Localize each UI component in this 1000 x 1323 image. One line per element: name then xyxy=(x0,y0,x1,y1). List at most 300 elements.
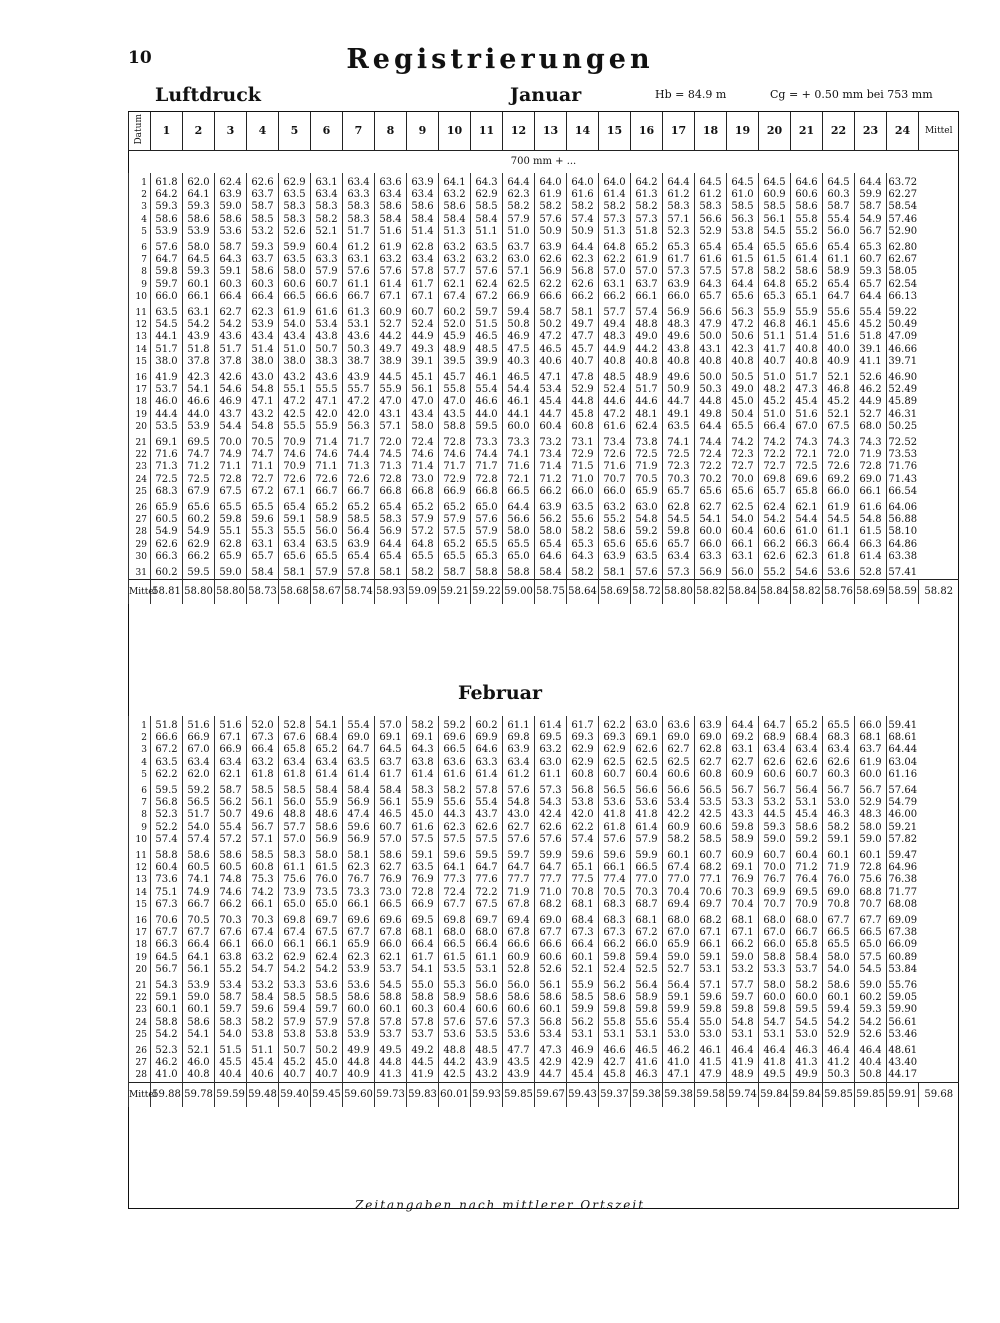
pressure-value: 59.7 xyxy=(727,992,759,1004)
pressure-value: 59.9 xyxy=(631,846,663,862)
pressure-value: 65.1 xyxy=(567,862,599,874)
pressure-value: 72.5 xyxy=(663,449,695,461)
column-header-hour: 3 xyxy=(215,112,247,151)
pressure-value: 63.5 xyxy=(663,421,695,433)
pressure-value: 54.2 xyxy=(151,1029,183,1041)
pressure-value: 54.9 xyxy=(855,214,887,226)
pressure-value: 55.4 xyxy=(823,214,855,226)
pressure-value: 73.3 xyxy=(471,433,503,449)
pressure-value: 67.0 xyxy=(791,421,823,433)
pressure-value: 57.9 xyxy=(631,834,663,846)
mittel-value: 58.73 xyxy=(247,580,279,605)
pressure-value: 59.0 xyxy=(215,201,247,213)
pressure-value: 63.9 xyxy=(599,551,631,563)
pressure-value: 46.0 xyxy=(151,396,183,408)
pressure-value: 49.9 xyxy=(791,1069,823,1082)
pressure-value: 69.5 xyxy=(535,732,567,744)
column-header-mittel: Mittel xyxy=(919,112,959,151)
pressure-value: 69.5 xyxy=(407,911,439,927)
pressure-value: 55.4 xyxy=(343,716,375,732)
pressure-value: 66.0 xyxy=(567,486,599,498)
pressure-value: 66.6 xyxy=(535,939,567,951)
pressure-value: 50.8 xyxy=(855,1069,887,1082)
pressure-value: 53.3 xyxy=(727,797,759,809)
pressure-value: 58.6 xyxy=(183,1017,215,1029)
pressure-value: 54.5 xyxy=(151,319,183,331)
pressure-value: 59.7 xyxy=(151,279,183,291)
pressure-value: 55.9 xyxy=(311,797,343,809)
pressure-value: 52.1 xyxy=(567,964,599,976)
pressure-value: 56.6 xyxy=(695,303,727,319)
pressure-value: 58.3 xyxy=(311,201,343,213)
pressure-value: 47.1 xyxy=(535,368,567,384)
pressure-value: 56.5 xyxy=(695,781,727,797)
day-number: 31 xyxy=(129,563,151,580)
pressure-value: 59.8 xyxy=(215,514,247,526)
pressure-value: 58.05 xyxy=(888,266,918,278)
pressure-value: 57.8 xyxy=(407,1017,439,1029)
pressure-value: 65.5 xyxy=(215,498,247,514)
pressure-value: 62.6 xyxy=(151,539,183,551)
pressure-value: 45.2 xyxy=(759,396,791,408)
pressure-value: 47.0 xyxy=(407,396,439,408)
pressure-value: 68.0 xyxy=(855,421,887,433)
pressure-value: 73.5 xyxy=(311,887,343,899)
pressure-value: 51.6 xyxy=(215,716,247,732)
table-row xyxy=(129,797,959,809)
pressure-value: 63.2 xyxy=(535,744,567,756)
pressure-value: 46.6 xyxy=(599,1041,631,1057)
day-number: 18 xyxy=(129,939,151,951)
pressure-value: 74.4 xyxy=(695,433,727,449)
pressure-value: 41.9 xyxy=(151,368,183,384)
pressure-value: 50.25 xyxy=(888,420,918,432)
pressure-value: 64.5 xyxy=(151,952,183,964)
pressure-value: 58.4 xyxy=(375,214,407,226)
pressure-value: 55.0 xyxy=(695,1017,727,1029)
pressure-value: 61.1 xyxy=(343,279,375,291)
pressure-value: 57.8 xyxy=(343,1017,375,1029)
pressure-value: 66.09 xyxy=(888,939,918,951)
pressure-value: 58.9 xyxy=(631,992,663,1004)
pressure-value: 71.7 xyxy=(471,461,503,473)
mittel-value: 59.45 xyxy=(311,1082,343,1107)
pressure-value: 54.9 xyxy=(151,526,183,538)
table-row xyxy=(129,474,959,486)
pressure-value: 44.1 xyxy=(151,331,183,343)
pressure-value: 57.64 xyxy=(887,781,919,797)
pressure-value: 61.4 xyxy=(631,822,663,834)
pressure-value: 47.09 xyxy=(888,331,918,343)
pressure-value: 64.4 xyxy=(855,173,887,189)
pressure-value: 67.6 xyxy=(215,927,247,939)
pressure-value: 63.2 xyxy=(247,952,279,964)
pressure-value: 72.7 xyxy=(727,461,759,473)
pressure-value: 54.6 xyxy=(215,384,247,396)
pressure-value: 56.0 xyxy=(279,797,311,809)
day-number: 4 xyxy=(129,214,151,226)
pressure-value: 60.8 xyxy=(567,421,599,433)
pressure-value: 58.2 xyxy=(407,563,439,580)
table-row xyxy=(129,874,959,886)
pressure-value: 61.6 xyxy=(695,254,727,266)
pressure-value: 56.2 xyxy=(567,1017,599,1029)
pressure-value: 63.4 xyxy=(503,757,535,769)
pressure-value: 59.1 xyxy=(279,514,311,526)
pressure-value: 63.4 xyxy=(311,189,343,201)
pressure-value: 47.1 xyxy=(311,396,343,408)
pressure-value: 65.7 xyxy=(695,291,727,303)
pressure-value: 58.3 xyxy=(375,514,407,526)
pressure-value: 60.1 xyxy=(855,846,887,862)
pressure-value: 55.6 xyxy=(631,1017,663,1029)
mittel-value: 58.69 xyxy=(855,580,887,605)
pressure-value: 65.3 xyxy=(663,238,695,254)
pressure-value: 43.40 xyxy=(888,1057,918,1069)
pressure-value: 69.1 xyxy=(407,732,439,744)
pressure-value: 55.76 xyxy=(887,976,919,992)
pressure-value: 61.1 xyxy=(279,862,311,874)
pressure-value: 57.9 xyxy=(311,1017,343,1029)
pressure-value: 51.1 xyxy=(247,1041,279,1057)
pressure-value: 66.3 xyxy=(855,539,887,551)
pressure-value: 44.8 xyxy=(695,396,727,408)
day-number: 3 xyxy=(129,744,151,756)
pressure-value: 64.4 xyxy=(503,498,535,514)
day-number: 18 xyxy=(129,396,151,408)
table-row xyxy=(129,303,959,319)
pressure-value: 54.5 xyxy=(791,1017,823,1029)
column-header-hour: 22 xyxy=(823,112,855,151)
pressure-value: 57.1 xyxy=(375,421,407,433)
pressure-value: 56.4 xyxy=(663,976,695,992)
pressure-value: 51.4 xyxy=(247,344,279,356)
pressure-value: 58.8 xyxy=(759,952,791,964)
pressure-value: 59.6 xyxy=(695,992,727,1004)
day-number: 19 xyxy=(129,409,151,421)
pressure-value: 68.1 xyxy=(631,911,663,927)
pressure-value: 42.3 xyxy=(727,344,759,356)
pressure-value: 54.4 xyxy=(791,514,823,526)
pressure-value: 63.1 xyxy=(727,744,759,756)
pressure-value: 69.2 xyxy=(823,474,855,486)
table-row xyxy=(129,551,959,563)
pressure-value: 52.6 xyxy=(535,964,567,976)
pressure-value: 63.5 xyxy=(567,498,599,514)
pressure-value: 57.7 xyxy=(727,976,759,992)
pressure-value: 55.6 xyxy=(439,797,471,809)
pressure-value: 58.7 xyxy=(535,303,567,319)
pressure-value: 58.0 xyxy=(183,238,215,254)
pressure-value: 67.7 xyxy=(439,899,471,911)
pressure-value: 62.0 xyxy=(183,769,215,781)
column-header-datum xyxy=(129,112,151,151)
pressure-value: 40.4 xyxy=(215,1069,247,1082)
pressure-value: 66.3 xyxy=(151,939,183,951)
pressure-value: 56.4 xyxy=(631,976,663,992)
pressure-value: 55.4 xyxy=(471,797,503,809)
table-row xyxy=(129,498,959,514)
pressure-value: 66.5 xyxy=(823,927,855,939)
pressure-value: 65.1 xyxy=(791,291,823,303)
pressure-value: 62.9 xyxy=(183,539,215,551)
pressure-value: 57.4 xyxy=(567,834,599,846)
pressure-value: 68.1 xyxy=(727,911,759,927)
pressure-value: 64.0 xyxy=(567,173,599,189)
pressure-value: 57.3 xyxy=(599,214,631,226)
pressure-value: 64.3 xyxy=(695,279,727,291)
pressure-value: 68.08 xyxy=(888,898,918,910)
day-number: 24 xyxy=(129,474,151,486)
pressure-value: 46.4 xyxy=(727,1041,759,1057)
pressure-value: 67.1 xyxy=(375,291,407,303)
pressure-value: 62.3 xyxy=(503,189,535,201)
pressure-value: 60.4 xyxy=(439,1004,471,1016)
pressure-value: 63.4 xyxy=(279,539,311,551)
pressure-value: 60.6 xyxy=(695,822,727,834)
table-row xyxy=(129,952,959,964)
pressure-value: 50.6 xyxy=(727,331,759,343)
pressure-value: 59.6 xyxy=(343,822,375,834)
pressure-value: 41.8 xyxy=(759,1057,791,1069)
pressure-value: 65.6 xyxy=(631,539,663,551)
pressure-value: 71.6 xyxy=(151,449,183,461)
pressure-value: 76.38 xyxy=(888,874,918,886)
pressure-value: 71.43 xyxy=(888,473,918,485)
pressure-value: 59.6 xyxy=(439,846,471,862)
pressure-value: 68.61 xyxy=(888,732,918,744)
pressure-value: 69.1 xyxy=(151,433,183,449)
pressure-value: 62.9 xyxy=(279,952,311,964)
pressure-value: 50.9 xyxy=(535,226,567,238)
pressure-value: 69.6 xyxy=(439,732,471,744)
pressure-value: 58.2 xyxy=(567,201,599,213)
pressure-value: 67.4 xyxy=(439,291,471,303)
pressure-value: 66.2 xyxy=(567,291,599,303)
pressure-value: 53.2 xyxy=(247,226,279,238)
pressure-value: 66.0 xyxy=(823,486,855,498)
pressure-value: 45.89 xyxy=(888,396,918,408)
pressure-value: 62.3 xyxy=(567,254,599,266)
pressure-value: 63.4 xyxy=(663,551,695,563)
pressure-value: 66.54 xyxy=(888,485,918,497)
pressure-value: 66.3 xyxy=(791,539,823,551)
pressure-value: 67.2 xyxy=(247,486,279,498)
pressure-value: 62.67 xyxy=(888,254,918,266)
pressure-value: 58.6 xyxy=(375,201,407,213)
pressure-value: 56.9 xyxy=(663,303,695,319)
pressure-value: 47.2 xyxy=(599,409,631,421)
pressure-value: 57.5 xyxy=(471,834,503,846)
pressure-value: 60.0 xyxy=(503,421,535,433)
pressure-value: 62.7 xyxy=(375,862,407,874)
pressure-value: 57.0 xyxy=(631,266,663,278)
pressure-value: 45.7 xyxy=(439,368,471,384)
pressure-value: 51.6 xyxy=(791,409,823,421)
day-number: 21 xyxy=(129,976,151,992)
pressure-value: 58.0 xyxy=(535,526,567,538)
pressure-value: 56.8 xyxy=(567,781,599,797)
pressure-value: 54.3 xyxy=(151,976,183,992)
pressure-value: 68.1 xyxy=(855,732,887,744)
pressure-value: 51.0 xyxy=(279,344,311,356)
pressure-value: 49.8 xyxy=(695,409,727,421)
pressure-value: 43.6 xyxy=(311,368,343,384)
pressure-value: 46.3 xyxy=(631,1069,663,1082)
pressure-value: 72.6 xyxy=(823,461,855,473)
pressure-value: 67.1 xyxy=(279,486,311,498)
pressure-value: 61.9 xyxy=(631,254,663,266)
pressure-value: 64.4 xyxy=(567,238,599,254)
pressure-value: 61.9 xyxy=(535,189,567,201)
pressure-value: 59.0 xyxy=(727,952,759,964)
pressure-value: 47.9 xyxy=(695,1069,727,1082)
pressure-value: 63.1 xyxy=(343,254,375,266)
table-row xyxy=(129,992,959,1004)
pressure-value: 46.9 xyxy=(503,331,535,343)
pressure-value: 66.6 xyxy=(535,291,567,303)
day-number: 12 xyxy=(129,862,151,874)
table-row xyxy=(129,433,959,449)
pressure-value: 64.1 xyxy=(183,189,215,201)
pressure-value: 59.3 xyxy=(759,822,791,834)
pressure-value: 73.4 xyxy=(599,433,631,449)
pressure-value: 52.1 xyxy=(183,1041,215,1057)
day-number: 4 xyxy=(129,757,151,769)
day-number: 19 xyxy=(129,952,151,964)
pressure-value: 62.3 xyxy=(247,303,279,319)
pressure-value: 65.7 xyxy=(759,486,791,498)
pressure-value: 58.4 xyxy=(535,563,567,580)
pressure-value: 54.0 xyxy=(279,319,311,331)
day-number: 16 xyxy=(129,911,151,927)
pressure-value: 59.7 xyxy=(471,303,503,319)
pressure-value: 76.0 xyxy=(311,874,343,886)
day-number: 20 xyxy=(129,421,151,433)
pressure-value: 56.3 xyxy=(727,303,759,319)
pressure-value: 46.2 xyxy=(151,1057,183,1069)
pressure-value: 63.2 xyxy=(471,254,503,266)
pressure-value: 64.5 xyxy=(183,254,215,266)
pressure-value: 58.7 xyxy=(439,563,471,580)
pressure-value: 69.0 xyxy=(663,732,695,744)
pressure-value: 61.5 xyxy=(855,526,887,538)
pressure-value: 59.6 xyxy=(599,846,631,862)
pressure-value: 58.6 xyxy=(247,266,279,278)
pressure-value: 71.1 xyxy=(215,461,247,473)
pressure-value: 67.1 xyxy=(727,927,759,939)
pressure-value: 65.5 xyxy=(823,939,855,951)
pressure-value: 57.4 xyxy=(567,214,599,226)
pressure-value: 58.6 xyxy=(375,846,407,862)
pressure-value: 66.4 xyxy=(823,539,855,551)
pressure-value: 53.9 xyxy=(247,319,279,331)
pressure-value: 44.17 xyxy=(888,1069,918,1081)
pressure-value: 66.4 xyxy=(567,939,599,951)
pressure-value: 59.8 xyxy=(599,952,631,964)
pressure-value: 62.1 xyxy=(791,498,823,514)
pressure-value: 66.1 xyxy=(727,539,759,551)
pressure-value: 71.6 xyxy=(599,461,631,473)
pressure-value: 69.4 xyxy=(663,899,695,911)
pressure-value: 69.7 xyxy=(471,911,503,927)
pressure-value: 56.2 xyxy=(215,797,247,809)
pressure-value: 56.9 xyxy=(343,797,375,809)
pressure-value: 58.9 xyxy=(727,834,759,846)
pressure-value: 56.1 xyxy=(247,797,279,809)
day-number: 27 xyxy=(129,514,151,526)
pressure-value: 59.9 xyxy=(567,1004,599,1016)
pressure-value: 51.7 xyxy=(183,809,215,821)
pressure-value: 65.2 xyxy=(311,744,343,756)
pressure-value: 62.8 xyxy=(663,498,695,514)
pressure-value: 46.5 xyxy=(631,1041,663,1057)
pressure-value: 58.4 xyxy=(375,781,407,797)
pressure-value: 67.0 xyxy=(663,927,695,939)
pressure-value: 43.5 xyxy=(439,409,471,421)
pressure-value: 59.0 xyxy=(759,834,791,846)
pressure-value: 40.8 xyxy=(631,356,663,368)
pressure-value: 53.5 xyxy=(471,1029,503,1041)
pressure-value: 56.7 xyxy=(855,226,887,238)
pressure-value: 44.7 xyxy=(535,1069,567,1082)
pressure-value: 63.7 xyxy=(375,757,407,769)
pressure-value: 53.9 xyxy=(183,226,215,238)
pressure-value: 53.4 xyxy=(535,384,567,396)
pressure-value: 40.8 xyxy=(727,356,759,368)
table-row xyxy=(129,939,959,951)
pressure-value: 66.1 xyxy=(599,862,631,874)
pressure-value: 66.1 xyxy=(279,939,311,951)
pressure-value: 62.3 xyxy=(343,862,375,874)
pressure-value: 56.8 xyxy=(535,1017,567,1029)
pressure-value: 75.6 xyxy=(855,874,887,886)
pressure-value: 39.1 xyxy=(855,344,887,356)
pressure-value: 58.6 xyxy=(183,846,215,862)
pressure-value: 56.2 xyxy=(535,514,567,526)
pressure-value: 57.2 xyxy=(407,526,439,538)
pressure-value: 67.8 xyxy=(503,899,535,911)
pressure-value: 64.1 xyxy=(183,952,215,964)
pressure-value: 69.8 xyxy=(503,732,535,744)
table-row xyxy=(129,781,959,797)
pressure-value: 66.9 xyxy=(439,486,471,498)
table-row xyxy=(129,834,959,846)
pressure-value: 58.8 xyxy=(503,563,535,580)
pressure-value: 58.3 xyxy=(343,214,375,226)
table-row xyxy=(129,846,959,862)
mittel-row xyxy=(129,580,959,605)
pressure-value: 65.8 xyxy=(791,939,823,951)
pressure-value: 52.6 xyxy=(279,226,311,238)
pressure-value: 63.5 xyxy=(311,539,343,551)
pressure-value: 57.0 xyxy=(599,266,631,278)
pressure-value: 61.9 xyxy=(279,303,311,319)
pressure-value: 59.0 xyxy=(855,976,887,992)
pressure-value: 65.4 xyxy=(727,238,759,254)
pressure-value: 58.6 xyxy=(823,976,855,992)
pressure-value: 53.9 xyxy=(183,421,215,433)
pressure-value: 62.7 xyxy=(695,498,727,514)
pressure-value: 63.1 xyxy=(247,539,279,551)
pressure-value: 67.7 xyxy=(151,927,183,939)
pressure-value: 65.2 xyxy=(407,498,439,514)
pressure-value: 64.0 xyxy=(535,173,567,189)
day-number: 14 xyxy=(129,887,151,899)
pressure-value: 57.6 xyxy=(343,266,375,278)
pressure-value: 65.4 xyxy=(535,539,567,551)
pressure-value: 53.5 xyxy=(695,797,727,809)
